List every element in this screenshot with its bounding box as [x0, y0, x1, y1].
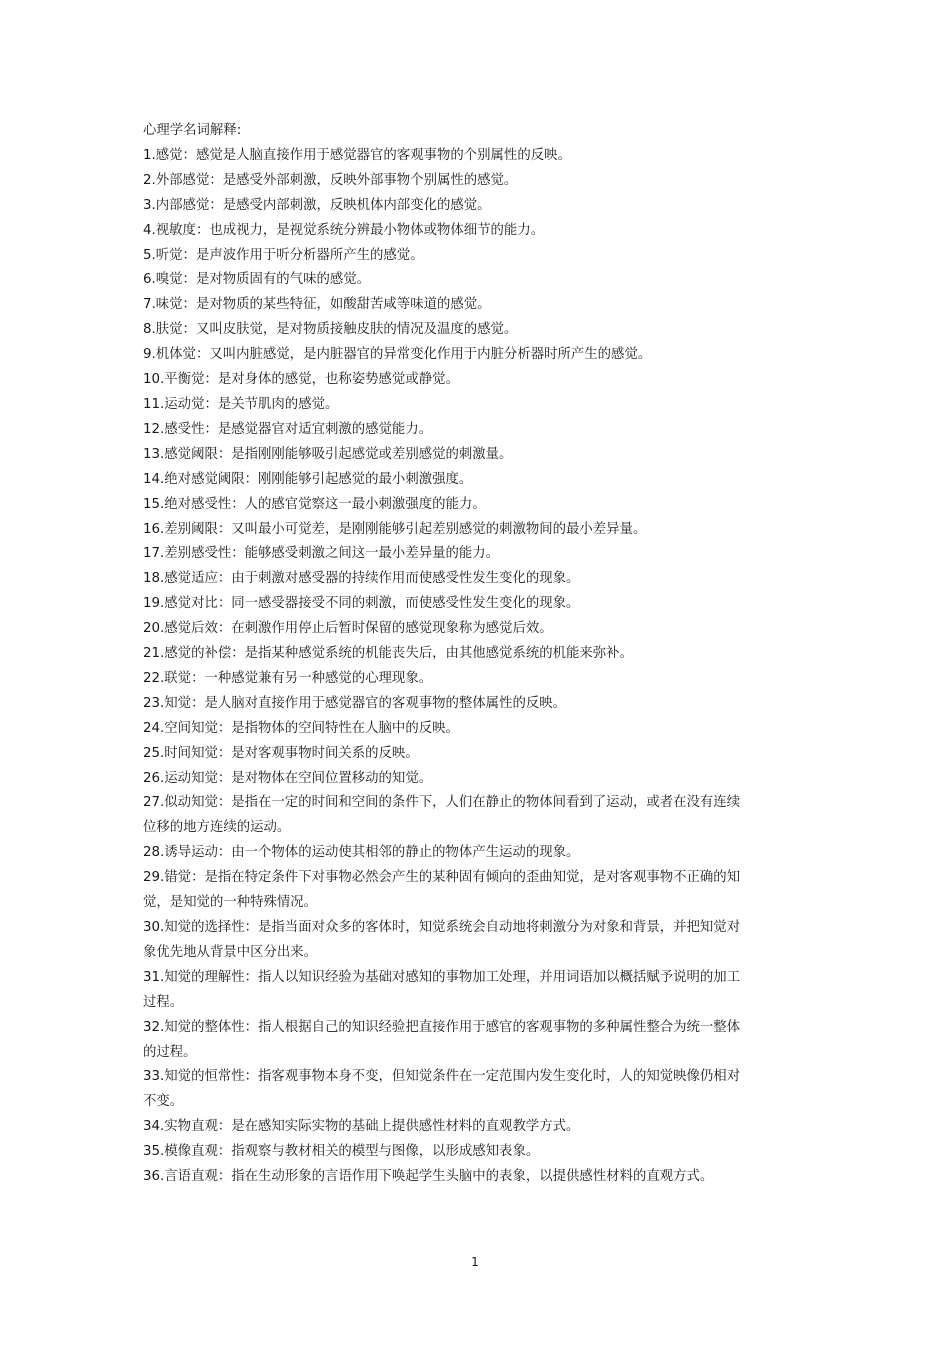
term-item: 3.内部感觉：是感受内部刺激，反映机体内部变化的感觉。	[143, 197, 491, 213]
term-item: 9.机体觉：又叫内脏感觉，是内脏器官的异常变化作用于内脏分析器时所产生的感觉。	[143, 347, 652, 363]
term-item: 4.视敏度：也成视力，是视觉系统分辨最小物体或物体细节的能力。	[143, 222, 545, 238]
term-item: 7.味觉：是对物质的某些特征，如酸甜苦咸等味道的感觉。	[143, 297, 491, 313]
term-item: 27.似动知觉：是指在一定的时间和空间的条件下，人们在静止的物体间看到了运动，或者在没有连续位移的地方连续的运动。	[143, 795, 741, 836]
term-item: 8.肤觉：又叫皮肤觉，是对物质接触皮肤的情况及温度的感觉。	[143, 322, 518, 338]
term-item: 18.感觉适应：由于刺激对感受器的持续作用而使感受性发生变化的现象。	[143, 571, 580, 587]
term-item: 14.绝对感觉阈限：刚刚能够引起感觉的最小刺激强度。	[143, 471, 473, 487]
term-item: 21.感觉的补偿：是指某种感觉系统的机能丧失后，由其他感觉系统的机能来弥补。	[143, 646, 633, 662]
term-item: 19.感觉对比：同一感受器接受不同的刺激，而使感受性发生变化的现象。	[143, 596, 580, 612]
document-heading: 心理学名词解释:	[143, 123, 242, 138]
term-item: 13.感觉阈限：是指刚刚能够吸引起感觉或差别感觉的刺激量。	[143, 446, 513, 462]
term-item: 35.模像直观：指观察与教材相关的模型与图像，以形成感知表象。	[143, 1144, 540, 1160]
term-item: 24.空间知觉：是指物体的空间特性在人脑中的反映。	[143, 720, 459, 736]
term-item: 33.知觉的恒常性：指客观事物本身不变，但知觉条件在一定范围内发生变化时，人的知觉映像仍相对不变。	[143, 1069, 741, 1110]
term-item: 23.知觉：是人脑对直接作用于感觉器官的客观事物的整体属性的反映。	[143, 695, 567, 711]
term-item: 16.差别阈限：又叫最小可觉差，是刚刚能够引起差别感觉的刺激物间的最小差异量。	[143, 521, 647, 537]
term-item: 26.运动知觉：是对物体在空间位置移动的知觉。	[143, 770, 433, 786]
document-body	[143, 119, 743, 1190]
term-item: 34.实物直观：是在感知实际实物的基础上提供感性材料的直观教学方式。	[143, 1119, 580, 1135]
term-item: 2.外部感觉：是感受外部刺激，反映外部事物个别属性的感觉。	[143, 172, 518, 188]
term-item: 29.错觉：是指在特定条件下对事物必然会产生的某种固有倾向的歪曲知觉，是对客观事物不正确的知觉，是知觉的一种特殊情况。	[143, 870, 741, 911]
term-item: 22.联觉：一种感觉兼有另一种感觉的心理现象。	[143, 670, 433, 686]
term-item: 36.言语直观：指在生动形象的言语作用下唤起学生头脑中的表象，以提供感性材料的直观方式。	[143, 1169, 714, 1185]
term-item: 32.知觉的整体性：指人根据自己的知识经验把直接作用于感官的客观事物的多种属性整合为统一整体的过程。	[143, 1019, 741, 1060]
term-item: 20.感觉后效：在刺激作用停止后暂时保留的感觉现象称为感觉后效。	[143, 621, 553, 637]
term-item: 6.嗅觉：是对物质固有的气味的感觉。	[143, 272, 371, 288]
term-item: 28.诱导运动：由一个物体的运动使其相邻的静止的物体产生运动的现象。	[143, 845, 580, 861]
term-item: 12.感受性：是感觉器官对适宜刺激的感觉能力。	[143, 421, 433, 437]
term-item: 10.平衡觉：是对身体的感觉，也称姿势感觉或静觉。	[143, 372, 459, 388]
term-item: 31.知觉的理解性：指人以知识经验为基础对感知的事物加工处理，并用词语加以概括赋予说明的加工过程。	[143, 969, 741, 1010]
term-item: 15.绝对感受性：人的感官觉察这一最小刺激强度的能力。	[143, 496, 486, 512]
term-item: 11.运动觉：是关节肌肉的感觉。	[143, 396, 339, 412]
term-item: 5.听觉：是声波作用于听分析器所产生的感觉。	[143, 247, 424, 263]
term-item: 25.时间知觉：是对客观事物时间关系的反映。	[143, 745, 419, 761]
term-list	[143, 144, 743, 1190]
page-number: 1	[471, 1255, 479, 1269]
term-item: 17.差别感受性：能够感受刺激之间这一最小差异量的能力。	[143, 546, 500, 562]
term-item: 1.感觉：感觉是人脑直接作用于感觉器官的客观事物的个别属性的反映。	[143, 147, 571, 163]
term-item: 30.知觉的选择性：是指当面对众多的客体时，知觉系统会自动地将刺激分为对象和背景，并把知觉对象优先地从背景中区分出来。	[143, 920, 741, 960]
